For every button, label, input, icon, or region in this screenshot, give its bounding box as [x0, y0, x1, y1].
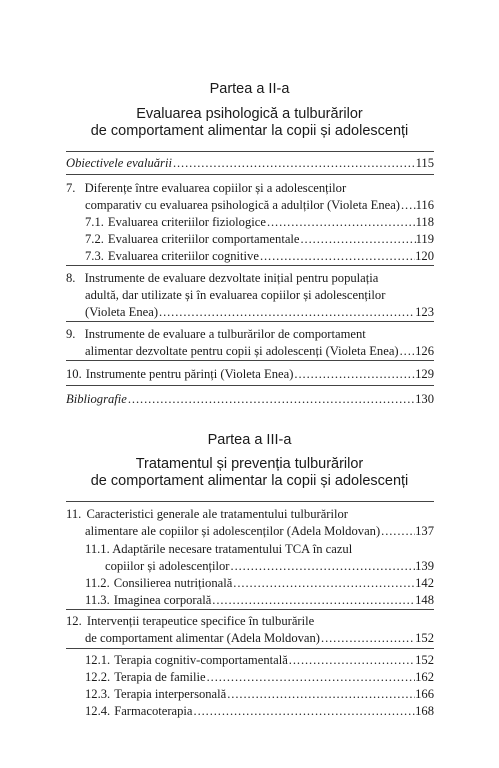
entry-label: Terapia interpersonală — [114, 687, 227, 701]
toc-entry-7-3 — [85, 248, 434, 265]
entry-label: Terapia de familie — [114, 670, 206, 684]
entry-label-line1: Instrumente de evaluare a tulburărilor de comportament — [84, 327, 366, 341]
leader-dots — [266, 214, 416, 231]
leader-dots — [232, 575, 415, 592]
entry-label-line1: Intervenții terapeutice specifice în tulburările — [86, 614, 315, 628]
chapter-number: 10. — [66, 367, 82, 381]
toc-entry-12-2 — [85, 669, 434, 686]
toc-entry-12-3 — [85, 686, 434, 703]
toc-entry-ch7 — [66, 180, 434, 197]
part2-heading: Partea a II-a — [209, 81, 290, 97]
entry-label: Obiectivele evaluării — [66, 156, 172, 170]
part2-title-line1: Evaluarea psihologică a tulburărilor — [136, 106, 363, 122]
entry-label-line1: Caracteristici generale ale tratamentului tulburărilor — [86, 507, 348, 521]
page-number: 130 — [415, 392, 434, 406]
entry-label: Evaluarea criteriilor comportamentale — [107, 232, 300, 246]
leader-dots — [226, 686, 415, 703]
page-number: 152 — [415, 631, 434, 645]
page-number: 126 — [415, 344, 434, 358]
entry-label: Farmacoterapia — [114, 704, 193, 718]
section-number: 7.3. — [85, 249, 104, 263]
leader-dots — [127, 391, 415, 408]
part2-title-line2: de comportament alimentar la copii și adolescenți — [90, 123, 409, 139]
page-number: 152 — [415, 653, 434, 667]
section-number: 11.1. — [85, 542, 110, 556]
toc-entry-ch12-line2 — [85, 630, 434, 647]
toc-entry-bibliography — [66, 391, 434, 408]
toc-entry-objectives — [66, 155, 434, 172]
leader-dots — [259, 248, 415, 265]
entry-label-line2: comparativ cu evaluarea psihologică a adulților (Violeta Enea) — [85, 198, 400, 212]
leader-dots — [380, 523, 415, 540]
toc-entry-11-2 — [85, 575, 434, 592]
toc-entry-11-1-line2 — [105, 558, 434, 575]
toc-entry-7-2 — [85, 231, 434, 248]
divider-rule — [66, 360, 434, 361]
section-number: 11.3. — [85, 593, 110, 607]
section-number: 12.4. — [85, 704, 111, 718]
divider-rule — [66, 151, 434, 152]
toc-entry-12-1 — [85, 652, 434, 669]
leader-dots — [172, 155, 416, 172]
page-number: 166 — [415, 687, 434, 701]
toc-entry-12-4 — [85, 703, 434, 720]
chapter-number: 12. — [66, 614, 82, 628]
toc-entry-ch8 — [66, 270, 434, 287]
toc-entry-ch11-line2 — [85, 523, 434, 540]
entry-label: Consilierea nutrițională — [113, 576, 233, 590]
part3-title-line1: Tratamentul și prevenția tulburărilor — [135, 456, 364, 472]
leader-dots — [211, 592, 415, 609]
toc-entry-ch8-line3 — [85, 304, 434, 321]
entry-label: Imaginea corporală — [113, 593, 212, 607]
page-number: 148 — [415, 593, 434, 607]
entry-label-line3: (Violeta Enea) — [85, 305, 159, 319]
leader-dots — [399, 343, 416, 360]
divider-rule — [66, 609, 434, 610]
entry-label-line2: alimentare ale copiilor și adolescenților (Adela Moldovan) — [85, 524, 381, 538]
toc-entry-ch9 — [66, 326, 434, 343]
chapter-number: 11. — [66, 507, 82, 521]
entry-label-line1: Instrumente de evaluare dezvoltate inițial pentru populația — [84, 271, 379, 285]
entry-label-line2: copiilor și adolescenților — [105, 559, 230, 573]
toc-entry-ch7-line2 — [85, 197, 434, 214]
entry-label-line2: de comportament alimentar (Adela Moldovan) — [85, 631, 321, 645]
part3-heading: Partea a III-a — [207, 432, 292, 448]
entry-label-line2: adultă, dar utilizate și în evaluarea copiilor și adolescenților — [85, 288, 386, 302]
toc-entry-7-1 — [85, 214, 434, 231]
page-number: 123 — [415, 305, 434, 319]
page-number: 119 — [415, 232, 434, 246]
section-number: 12.2. — [85, 670, 111, 684]
divider-rule — [66, 321, 434, 322]
leader-dots — [400, 197, 416, 214]
entry-label: Evaluarea criteriilor cognitive — [107, 249, 259, 263]
section-number: 7.2. — [85, 232, 104, 246]
page-number: 168 — [415, 704, 434, 718]
leader-dots — [193, 703, 416, 720]
leader-dots — [288, 652, 415, 669]
entry-label: Instrumente pentru părinți (Violeta Enea) — [85, 367, 294, 381]
chapter-number: 8. — [66, 271, 76, 285]
entry-label: Evaluarea criteriilor fiziologice — [107, 215, 266, 229]
toc-entry-ch12 — [66, 613, 434, 630]
page-number: 162 — [415, 670, 434, 684]
section-number: 12.3. — [85, 687, 111, 701]
toc-entry-ch11 — [66, 506, 434, 523]
toc-entry-ch10 — [66, 366, 434, 383]
divider-rule — [66, 385, 434, 386]
entry-label-line1: Adaptările necesare tratamentului TCA în cazul — [112, 542, 353, 556]
section-number: 12.1. — [85, 653, 111, 667]
page-number: 118 — [415, 215, 434, 229]
section-number: 7.1. — [85, 215, 104, 229]
chapter-number: 9. — [66, 327, 76, 341]
leader-dots — [320, 630, 415, 647]
toc-entry-11-3 — [85, 592, 434, 609]
leader-dots — [230, 558, 416, 575]
divider-rule — [66, 501, 434, 502]
divider-rule — [66, 648, 434, 649]
page-number: 116 — [415, 198, 434, 212]
toc-entry-ch9-line2 — [85, 343, 434, 360]
leader-dots — [158, 304, 415, 321]
page-number: 137 — [415, 524, 434, 538]
entry-label-line2: alimentar dezvoltate pentru copii și adolescenți (Violeta Enea) — [85, 344, 399, 358]
entry-label-line1: Diferențe între evaluarea copiilor și a adolescenților — [84, 181, 347, 195]
entry-label: Bibliografie — [66, 392, 127, 406]
leader-dots — [293, 366, 415, 383]
toc-entry-11-1 — [85, 541, 434, 558]
divider-rule — [66, 174, 434, 175]
leader-dots — [206, 669, 416, 686]
chapter-number: 7. — [66, 181, 76, 195]
divider-rule — [66, 265, 434, 266]
page-number: 139 — [415, 559, 434, 573]
entry-label: Terapia cognitiv-comportamentală — [114, 653, 288, 667]
page-number: 142 — [415, 576, 434, 590]
page-number: 129 — [415, 367, 434, 381]
page-number: 115 — [415, 156, 434, 170]
page-number: 120 — [415, 249, 434, 263]
leader-dots — [300, 231, 416, 248]
section-number: 11.2. — [85, 576, 110, 590]
part3-title-line2: de comportament alimentar la copii și adolescenți — [90, 473, 409, 489]
